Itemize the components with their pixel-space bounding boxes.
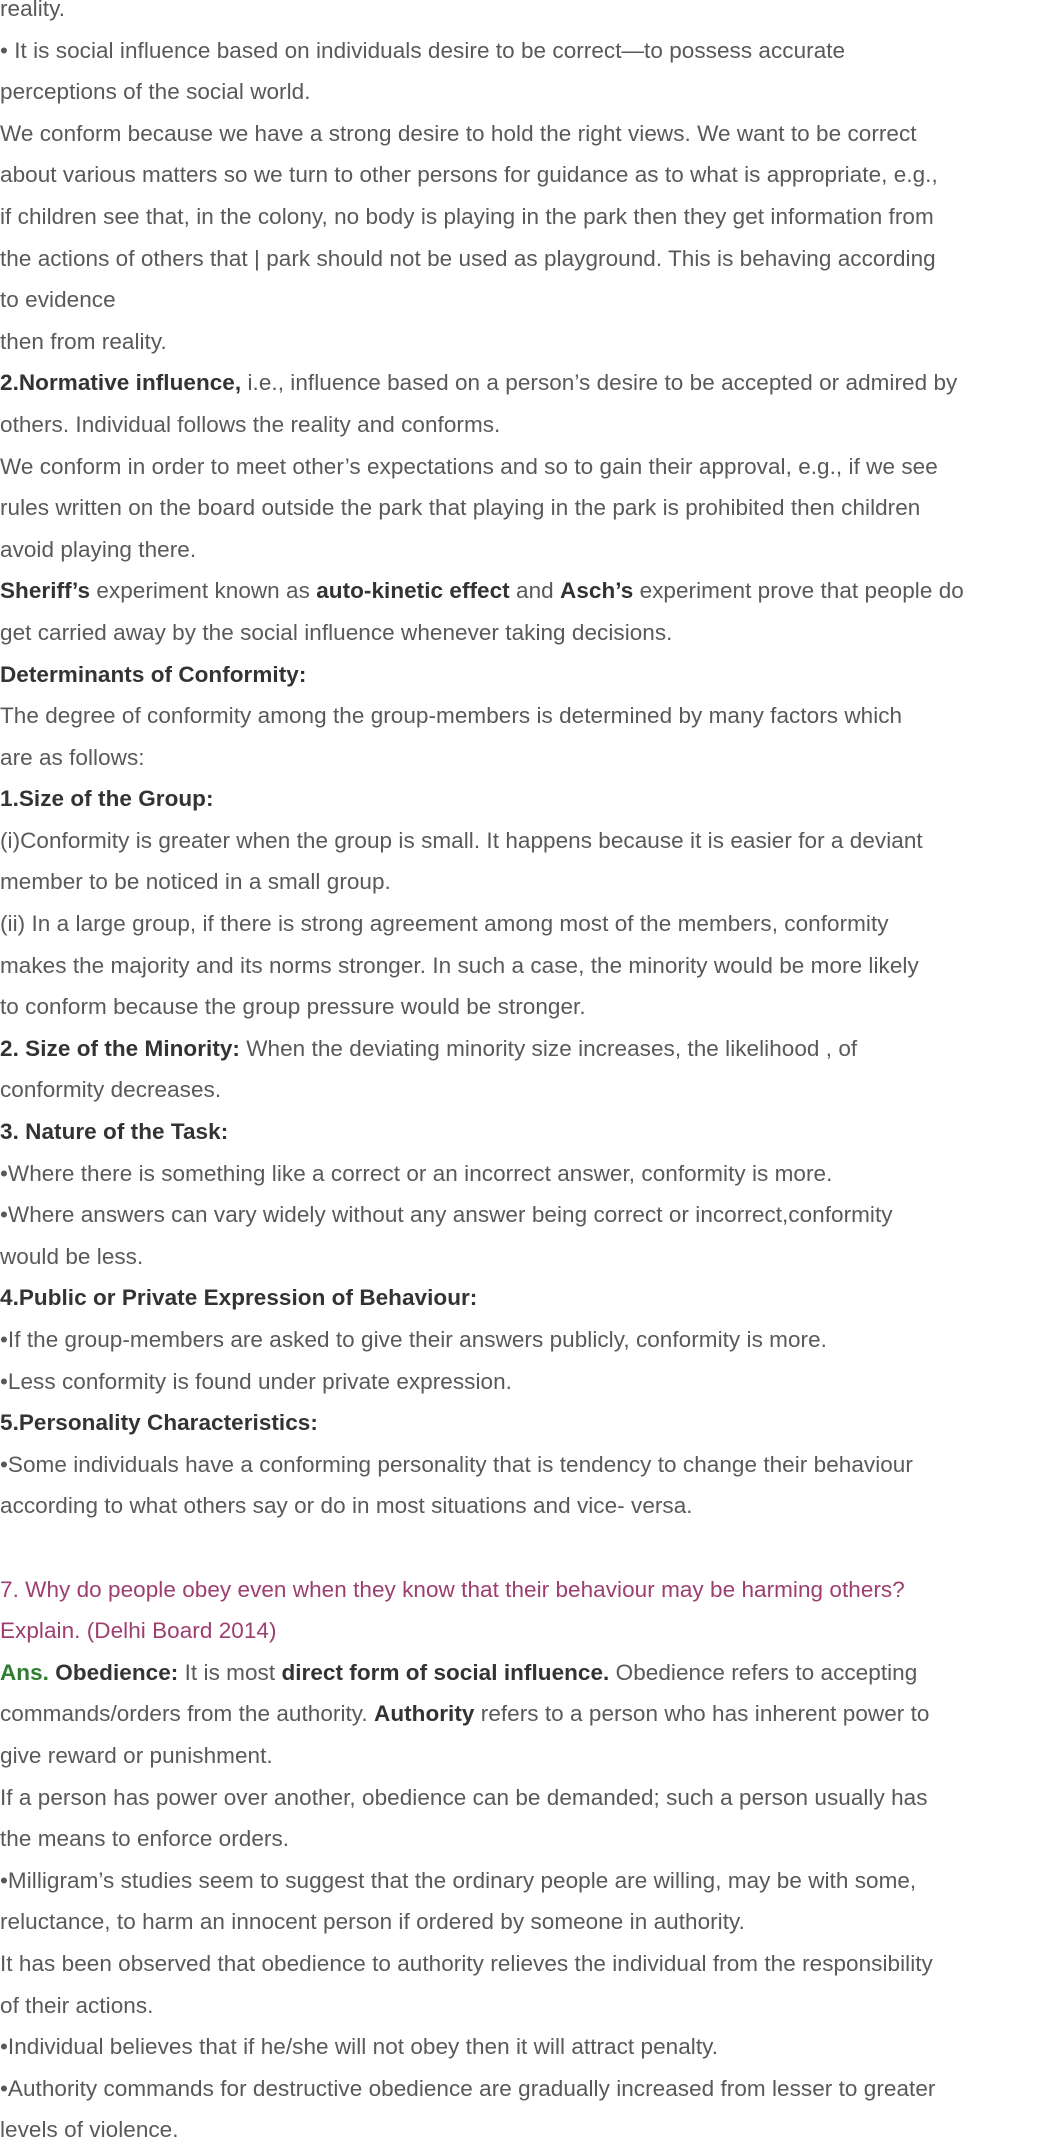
subheading: 2. Size of the Minority: (0, 1035, 240, 1061)
text-line: about various matters so we turn to other persons for guidance as to what is appropriate, e.g., (0, 162, 938, 188)
subheading: 5.Personality Characteristics: (0, 1410, 318, 1436)
bullet-line: •Less conformity is found under private expression. (0, 1368, 512, 1394)
text-line: to evidence (0, 287, 116, 313)
text-line: The degree of conformity among the group-members is determined by many factors which (0, 703, 903, 729)
subheading: 4.Public or Private Expression of Behaviour: (0, 1285, 478, 1311)
text-line: of their actions. (0, 1992, 154, 2018)
section-heading: Determinants of Conformity: (0, 661, 307, 687)
bullet-line: •Where answers can vary widely without any answer being correct or incorrect,conformity (0, 1202, 893, 1228)
minority-line (0, 1028, 1049, 1070)
question-heading: 7. Why do people obey even when they know that their behaviour may be harming others? (0, 1576, 905, 1602)
text-line: reality. (0, 0, 65, 21)
text-line: conformity decreases. (0, 1077, 222, 1103)
subheading: 1.Size of the Group: (0, 786, 214, 812)
answer-label: Ans. (0, 1659, 49, 1685)
text-line: the actions of others that | park should not be used as playground. This is behaving according (0, 245, 936, 271)
text-run: experiment known as (90, 578, 317, 604)
bold-term: direct form of social influence. (281, 1659, 610, 1685)
bullet-line: •Where there is something like a correct or an incorrect answer, conformity is more. (0, 1160, 833, 1186)
paragraph-gap (0, 1527, 1049, 1569)
text-run: i.e., influence based on a person’s desire to be accepted or admired by (241, 370, 958, 396)
text-line: member to be noticed in a small group. (0, 869, 391, 895)
text-line: then from reality. (0, 328, 167, 354)
text-line: give reward or punishment. (0, 1742, 273, 1768)
text-run: commands/orders from the authority. (0, 1701, 375, 1727)
text-line: makes the majority and its norms stronger. In such a case, the minority would be more likely (0, 952, 919, 978)
text-line: (i)Conformity is greater when the group is small. It happens because it is easier for a deviant (0, 827, 923, 853)
text-line: We conform in order to meet other’s expectations and so to gain their approval, e.g., if we see (0, 453, 938, 479)
text-run: Obedience refers to accepting (609, 1659, 918, 1685)
bullet-line: •Milligram’s studies seem to suggest that the ordinary people are willing, may be with some, (0, 1867, 917, 1893)
text-line: get carried away by the social influence whenever taking decisions. (0, 619, 673, 645)
text-line: perceptions of the social world. (0, 79, 311, 105)
text-line: according to what others say or do in most situations and vice- versa. (0, 1493, 693, 1519)
text-line: the means to enforce orders. (0, 1826, 290, 1852)
text-line: reluctance, to harm an innocent person if ordered by someone in authority. (0, 1909, 745, 1935)
text-line: to conform because the group pressure would be stronger. (0, 994, 586, 1020)
text-line: It has been observed that obedience to authority relieves the individual from the responsibility (0, 1950, 933, 1976)
subheading: 3. Nature of the Task: (0, 1119, 229, 1145)
text-line: rules written on the board outside the park that playing in the park is prohibited then children (0, 495, 921, 521)
text-line: If a person has power over another, obedience can be demanded; such a person usually has (0, 1784, 928, 1810)
text-run: and (509, 578, 561, 604)
text-line: are as follows: (0, 744, 145, 770)
text-run: When the deviating minority size increases, the likelihood , of (239, 1035, 858, 1061)
text-line: others. Individual follows the reality and conforms. (0, 411, 501, 437)
text-line: levels of violence. (0, 2117, 179, 2143)
text-run: refers to a person who has inherent power to (474, 1701, 930, 1727)
normative-influence-heading: 2.Normative influence, (0, 370, 242, 396)
bold-term: Sheriff’s (0, 578, 91, 604)
experiments-line (0, 570, 1049, 612)
bold-term: Asch’s (560, 578, 634, 604)
text-line: We conform because we have a strong desire to hold the right views. We want to be correct (0, 120, 917, 146)
bullet-line: •If the group-members are asked to give their answers publicly, conformity is more. (0, 1327, 827, 1352)
bullet-line: •Authority commands for destructive obedience are gradually increased from lesser to greater (0, 2075, 936, 2101)
text-line: if children see that, in the colony, no body is playing in the park then they get information from (0, 203, 934, 229)
text-line: (ii) In a large group, if there is strong agreement among most of the members, conformity (0, 911, 889, 937)
text-line: would be less. (0, 1243, 144, 1269)
question-heading: Explain. (Delhi Board 2014) (0, 1618, 277, 1644)
bold-term: Obedience: (48, 1659, 179, 1685)
normative-influence-line (0, 362, 1049, 404)
text-run: experiment prove that people do (633, 578, 964, 604)
answer-line (0, 1652, 1049, 1694)
bullet-line: •Some individuals have a conforming personality that is tendency to change their behaviour (0, 1451, 913, 1477)
authority-line (0, 1693, 1049, 1735)
bullet-line: • It is social influence based on individuals desire to be correct—to possess accurate (0, 37, 846, 63)
bold-term: auto-kinetic effect (316, 578, 510, 604)
bold-term: Authority (374, 1701, 475, 1727)
text-line: avoid playing there. (0, 536, 197, 562)
bullet-line: •Individual believes that if he/she will not obey then it will attract penalty. (0, 2034, 719, 2060)
text-run: It is most (178, 1659, 282, 1685)
